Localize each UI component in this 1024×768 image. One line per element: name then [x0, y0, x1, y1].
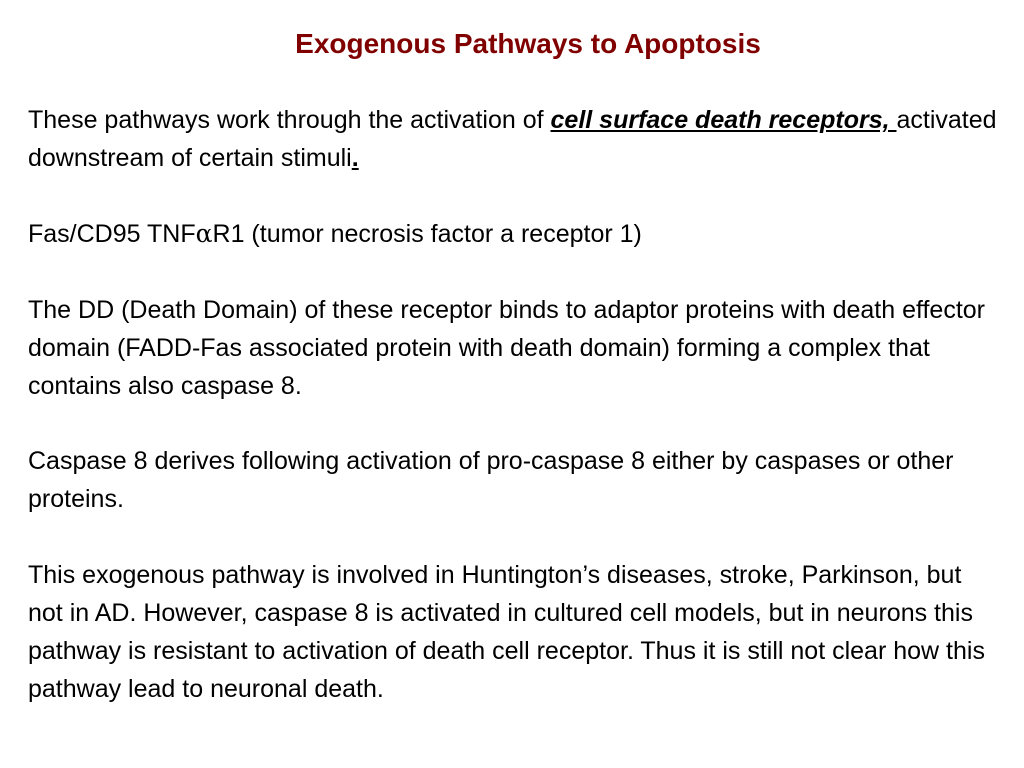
- receptor-names-prefix: Fas/CD95 TNF: [28, 220, 196, 248]
- paragraph-caspase-8: Caspase 8 derives following activation of pro-caspase 8 either by caspases or other proteins.: [28, 447, 954, 513]
- paragraph-exogenous-pathway-diseases: This exogenous pathway is involved in Huntington’s diseases, stroke, Parkinson, but not in AD. However, caspase 8 is activated in cultured cell models, but in neurons this pathway is resistant to activation of death cell receptor. Thus it is still not clear how this pathway lead to neuronal death.: [28, 561, 985, 703]
- cell-surface-death-receptors-emphasis: cell surface death receptors,: [550, 106, 897, 134]
- paragraph-death-domain: The DD (Death Domain) of these receptor binds to adaptor proteins with death effector domain (FADD-Fas associated protein with death domain) forming a complex that contains also caspase 8.: [28, 296, 985, 400]
- alpha-symbol: α: [195, 219, 213, 248]
- paragraph-1-continuation: activated downstream of certain stimuli: [28, 106, 997, 172]
- paragraph-death-receptors: [28, 101, 1003, 177]
- paragraph-1-intro: These pathways work through the activation of: [28, 106, 551, 134]
- paragraph-receptor-names: [28, 215, 1003, 253]
- slide-title: Exogenous Pathways to Apoptosis: [295, 28, 761, 59]
- paragraph-1-terminal-dot: .: [351, 144, 359, 172]
- receptor-names-suffix: R1 (tumor necrosis factor a receptor 1): [212, 220, 642, 248]
